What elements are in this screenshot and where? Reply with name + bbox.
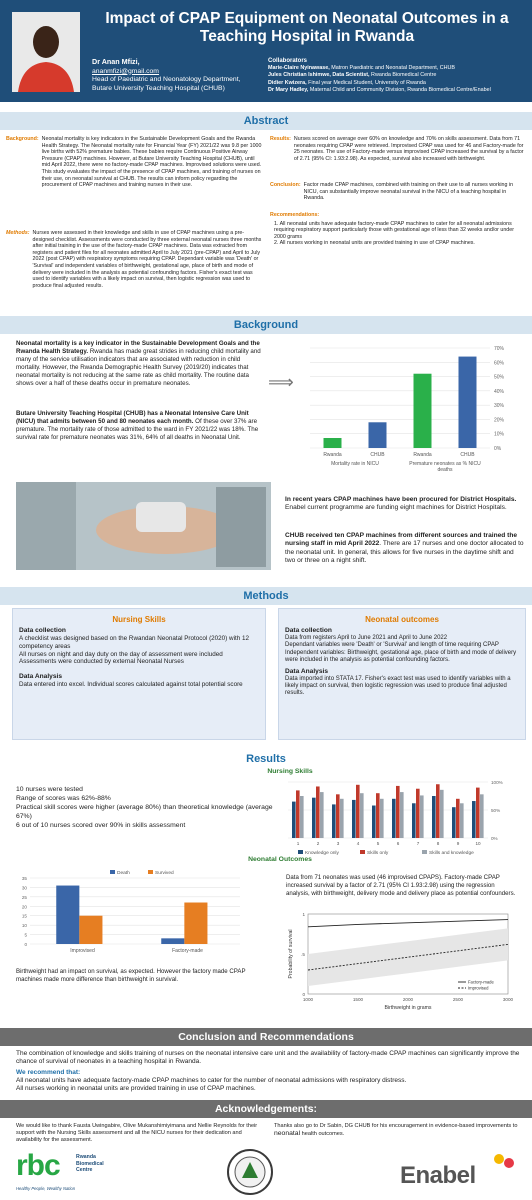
author-block (92, 58, 262, 93)
neonate-photo-image (16, 482, 271, 570)
bar (316, 786, 320, 838)
group-label: Premature neonates as % NICU deaths (409, 461, 481, 473)
abstract-recommendations (270, 212, 526, 247)
bar (396, 786, 400, 838)
x-tick-label: 10 (475, 841, 481, 846)
bar (79, 916, 102, 944)
x-tick-label: 3 (336, 841, 340, 846)
abstract-methods (6, 230, 264, 289)
rbc-logo-mark: rbc (16, 1149, 60, 1182)
bar (459, 357, 477, 448)
collaborator-item: Didier Kwizera, Final year Medical Student, University of Rwanda (268, 79, 426, 86)
collaborator-item: Dr Mary Hadley, Maternal Child and Community Division, Rwanda Biomedical Centre/Enabel (268, 86, 491, 93)
methods-nursing-da-title: Data Analysis (19, 673, 63, 681)
x-tick-label: 1000 (302, 997, 314, 1002)
x-tick-label: Rwanda (413, 452, 432, 458)
y-tick-label: 30 (21, 885, 27, 891)
author-photo (12, 12, 80, 92)
x-axis-label: Birthweight in grams (384, 1005, 432, 1011)
legend-label: Improvised (468, 985, 489, 991)
rbc-logo (16, 1150, 146, 1196)
bar (456, 799, 460, 838)
bar (312, 798, 316, 838)
y-tick-label: 50% (491, 808, 501, 813)
methods-nursing-dc-text: A checklist was designed based on the Rwandan Neonatal Protocol (2020) with 12 competency areas All nurses on night and day duty on the day of assessment were included Assessments were conducted by external Neonatal Nurses (19, 635, 249, 666)
conclusion-rec-item: All neonatal units have adequate factory-made CPAP machines to cater for the number of neonatal admissions with respiratory distress. (16, 1076, 407, 1084)
results-nursing-point: 10 nurses were tested (16, 786, 83, 793)
bar (332, 804, 336, 838)
rbc-logo-name: Rwanda Biomedical Centre (76, 1154, 104, 1173)
abstract-background-label: Background: (6, 136, 39, 142)
methods-neonatal-card (278, 608, 526, 740)
collaborators-title: Collaborators (268, 58, 308, 64)
bar (340, 799, 344, 838)
x-tick-label: 2000 (402, 997, 414, 1002)
x-tick-label: 1 (296, 841, 300, 846)
bar (472, 801, 476, 838)
legend-label: Skills only (367, 851, 389, 856)
y-tick-label: 20 (21, 904, 27, 910)
legend-swatch (148, 870, 153, 874)
bar (412, 803, 416, 838)
results-nursing-point: Range of scores was 62%-88% (16, 795, 111, 802)
methods-nursing-card (12, 608, 266, 740)
methods-neonatal-title: Neonatal outcomes (365, 615, 439, 624)
x-tick-label: 1500 (352, 997, 364, 1002)
y-tick-label: 0 (302, 992, 305, 997)
author-name: Dr Anan Mfizi, (92, 57, 140, 66)
x-tick-label: 8 (436, 841, 440, 846)
author-photo-image (12, 12, 80, 92)
poster-title: Impact of CPAP Equipment on Neonatal Outcomes in a Teaching Hospital in Rwanda (105, 10, 509, 45)
bar (436, 784, 440, 838)
birthweight-chart (286, 908, 520, 1016)
bar (360, 793, 364, 838)
collaborator-item: Marie-Claire Nyinawase, Matron Paediatric and Neonatal Department, CHUB (268, 65, 455, 72)
bar (376, 793, 380, 838)
collaborators-block (268, 58, 528, 94)
nursing-skills-chart (280, 778, 520, 860)
x-tick-label: CHUB (460, 452, 475, 458)
bar (356, 785, 360, 838)
abstract-recommendations-label: Recommendations: (270, 212, 320, 218)
bar (400, 792, 404, 838)
y-tick-label: 5 (24, 932, 27, 938)
methods-neonatal-da-title: Data Analysis (285, 667, 329, 675)
y-tick-label: 10% (494, 431, 505, 438)
ack-right-text: Thanks also go to Dr Sabin, DG CHUB for his encouragement in evidence-based improvements to neonatal health outcomes. (274, 1123, 518, 1137)
bar (372, 806, 376, 838)
legend-label: Knowledge only (305, 851, 339, 856)
y-tick-label: 35 (21, 876, 27, 881)
rbc-logo-tagline: Healthy People, Wealthy Nation (16, 1186, 76, 1191)
methods-nursing-dc-title: Data collection (19, 627, 66, 634)
x-tick-label: 6 (396, 841, 400, 846)
y-tick-label: 60% (494, 360, 505, 367)
neonatal-outcome-chart (16, 870, 246, 962)
conclusion-heading: Conclusion and Recommendations (0, 1028, 532, 1046)
methods-nursing-title: Nursing Skills (112, 615, 166, 624)
y-tick-label: 25 (21, 894, 27, 900)
methods-nursing-da-text: Data entered into excel. Individual scores calculated against total potential score (19, 681, 243, 689)
y-tick-label: 1 (302, 912, 305, 917)
y-tick-label: .5 (301, 952, 305, 957)
x-tick-label: Factory-made (172, 948, 203, 954)
x-tick-label: 2500 (452, 997, 464, 1002)
background-paragraph-1: Neonatal mortality is a key indicator in the Sustainable Development Goals and the Rwanda Health Strategy. Rwanda has made great strides in reducing child mortality and many of the service utilisation indicators that are associated with reduction in child mortality. However, the Rwanda Demographic Health Survey (2019/20) indicates that neonatal mortality is not reducing at the same rate as child mortality. The routine data shows over a half of these deaths occur in premature neonates. (16, 340, 261, 387)
results-heading: Results (0, 750, 532, 768)
bar (56, 886, 79, 944)
abstract-rec-item: 2. All nurses working in neonatal units are provided training in use of CPAP machines. (274, 240, 475, 247)
methods-neonatal-dc-text: Data from registers April to June 2021 and April to June 2022 Dependant variables were 'Death' or 'Survival' and length of time requiring CPAP Independent variables: Birthweight, gestational age, place of birth and mode of delivery were included in the analysis as potential confounding factors. (285, 635, 517, 664)
legend-label: Survived (155, 871, 174, 876)
methods-neonatal-dc-title: Data collection (285, 627, 332, 634)
x-tick-label: 9 (456, 841, 460, 846)
background-paragraph-3: In recent years CPAP machines have been procured for District Hospitals. Enabel current programme are funding eight machines for District Hospitals. (285, 496, 517, 512)
results-nursing-point: Practical skill scores were higher (average 80%) than theoretical knowledge (average 67%) (16, 804, 273, 820)
bar (416, 789, 420, 838)
results-nursing-title: Nursing Skills (267, 768, 313, 775)
background-paragraph-2: Butare University Teaching Hospital (CHUB) has a Neonatal Intensive Care Unit (NICU) that admits between 50 and 80 neonates each month. Of these over 37% are premature. The mortality rate of those admitted to the ward in FY 2021/22 was 18%. The survival rate for premature neonates was 31%, 64% of all deaths in Neonatal Unit. (16, 410, 259, 441)
bar (324, 438, 342, 448)
abstract-heading: Abstract (0, 112, 532, 130)
chub-seal (226, 1148, 274, 1196)
background-heading: Background (0, 316, 532, 334)
results-nursing-point: 6 out of 10 nurses scored over 90% in skills assessment (16, 822, 186, 829)
x-tick-label: Rwanda (323, 452, 342, 458)
x-tick-label: 2 (316, 841, 320, 846)
y-tick-label: 0% (494, 446, 502, 452)
x-tick-label: 5 (376, 841, 380, 846)
legend-label: Factory-made (468, 979, 494, 985)
enabel-logo-text: Enabel (400, 1162, 476, 1189)
abstract-conclusion-text: Factor made CPAP machines, combined with training on their use to all nurses working in NICU, can substantially improve neonatal survival in the NICU of a teaching hospital in Rwanda. (303, 182, 514, 202)
collaborator-item: Jules Christian Ishimwe, Data Scientist, Rwanda Biomedical Centre (268, 72, 437, 79)
y-tick-label: 15 (21, 913, 27, 919)
y-tick-label: 70% (494, 346, 505, 352)
legend-label: Death (117, 871, 130, 876)
methods-heading: Methods (0, 587, 532, 605)
y-tick-label: 0 (24, 942, 27, 947)
bar (452, 807, 456, 838)
results-neonatal-title: Neonatal Outcomes (248, 856, 312, 863)
bar (414, 374, 432, 448)
bar (320, 792, 324, 838)
bar (336, 794, 340, 838)
x-tick-label: 3000 (502, 997, 514, 1002)
neonate-photo (16, 482, 271, 570)
x-tick-label: 4 (356, 841, 360, 846)
bar (432, 796, 436, 838)
group-label: Mortality rate in NICU (331, 461, 379, 467)
legend-swatch (110, 870, 115, 874)
bar (300, 796, 304, 838)
background-chart (300, 340, 520, 480)
bar (292, 802, 296, 838)
y-tick-label: 20% (494, 417, 505, 424)
legend-swatch (298, 850, 303, 854)
bar (440, 790, 444, 838)
legend-label: Skills and knowledge (429, 851, 474, 856)
abstract-results-text: Nurses scored on average over 60% on knowledge and 70% on skills assessment. Data from 71 neonates requiring CPAP were retrieved. Improvised CPAP was used for 46 and Factory-made for 25 neonates. The use of Factory-made versus improvised CPAP increased the survival by a factor of 2.71 (95% CI: 1.93:2.98). As expected, survival also increased with birthweight. (293, 136, 524, 162)
conclusion-rec-title: We recommend that: (16, 1068, 81, 1076)
y-tick-label: 100% (491, 780, 503, 785)
bar (296, 790, 300, 838)
chub-seal-image (226, 1148, 274, 1196)
author-email[interactable]: ananmfizi@gmail.com (92, 67, 159, 75)
abstract-conclusion-label: Conclusion: (270, 182, 301, 188)
bar (369, 422, 387, 448)
abstract-rec-item: 1. All neonatal units have adequate factory-made CPAP machines to cater for all neonatal admissions requiring respiratory support particularly those with gestational age of less than 32 weeks and/or under 2000 grams (274, 220, 514, 240)
bar (161, 938, 184, 944)
abstract-background (6, 136, 264, 189)
bar (380, 799, 384, 838)
ack-heading: Acknowledgements: (0, 1100, 532, 1118)
bar (460, 803, 464, 838)
x-tick-label: 7 (416, 841, 420, 846)
conclusion-text: The combination of knowledge and skills training of nurses on the neonatal intensive care unit and the availability of factory-made CPAP machines can significantly improve the chance of survival of neonates in a teaching hospital in Rwanda. (16, 1050, 520, 1066)
conclusion-block (16, 1050, 521, 1093)
x-tick-label: CHUB (370, 452, 385, 458)
y-tick-label: 30% (494, 403, 505, 410)
abstract-methods-label: Methods: (6, 230, 30, 236)
bar (480, 794, 484, 838)
y-tick-label: 0% (491, 836, 498, 841)
y-tick-label: 50% (494, 374, 505, 381)
abstract-results-label: Results: (270, 136, 291, 142)
abstract-background-text: Neonatal mortality is key indicators in the Sustainable Development Goals and the Rwanda Health Strategy. The Neonatal mortality rate for Financial Year (FY) 2021/22 was 9.8 per 1000 live births with 52% premature babies. These babies require Continuous Positive Airway Pressure (CPAP) machines. However, at Butare University Teaching Hospital (CHUB), until mid April 2022, there were no factory-made CPAP machines. Improvised solutions were used. This study evaluates the impact of the presence of CPAP machines, and training of nurses on their use, on neonatal survival at CHUB. The results can inform policy regarding the procurement of CPAP machines and training nurses in their use. (41, 136, 262, 189)
enabel-logo (400, 1150, 520, 1194)
bar (352, 800, 356, 838)
y-tick-label: 10 (21, 923, 27, 929)
right-arrow-icon: ⟹ (268, 372, 294, 392)
background-paragraph-4: CHUB received ten CPAP machines from different sources and trained the nursing staff in mid April 2022. There are 17 nurses and one doctor allocated to the neonatal unit. In general, this allows for five nurses in the daytime shift and two or three on a night shift. (285, 532, 524, 565)
bar (476, 788, 480, 838)
y-axis-label: Probability of survival (288, 929, 294, 979)
x-tick-label: Improvised (70, 948, 95, 954)
enabel-logo-mark (492, 1152, 516, 1172)
bar (184, 903, 207, 944)
conclusion-rec-item: All nurses working in neonatal units are provided training in use of CPAP machines. (16, 1085, 256, 1093)
results-birthweight-text: Birthweight had an impact on survival, as expected. However the factory made CPAP machines made more difference than birthweight in survival. (16, 968, 246, 983)
poster-header (0, 0, 532, 102)
methods-neonatal-da-text: Data imported into STATA 17. Fisher's exact test was used to identify variables with a likely impact on survival, then logistic regression was used to produce final adjusted results. (285, 675, 511, 697)
abstract-conclusion (270, 182, 526, 202)
y-tick-label: 40% (494, 388, 505, 395)
abstract-results (270, 136, 526, 162)
results-neonatal-text: Data from 71 neonates was used (46 improvised CPAPS). Factory-made CPAP increased survival by a factor of 2.71 (95% CI 1.93:2.98) using the regression analysis, with birthweight, delivery mode and delivery place as potential confounders. (286, 874, 516, 897)
author-role: Head of Paediatric and Neonatology Department, Butare University Teaching Hospital (CHUB) (92, 76, 241, 92)
bar (420, 795, 424, 838)
bar (392, 799, 396, 838)
legend-swatch (422, 850, 427, 854)
abstract-methods-text: Nurses were assessed in their knowledge and skills in use of CPAP machines using a pre-designed checklist. Assessments were conducted by three external neonatal nurses three months after initial training in the use of the factory-made CPAP machines. Data was extracted from registers and patient files for all neonates admitted April to July 2021 (pre-CPAP) and April to July 2022 (post CPAP) with respiratory symptoms requiring CPAP. Dependant variable was 'Death' or 'Survival' and independent variables of birthweight, gestational age, place of birth and mode of delivery were included in the analysis as potential confounding factors. Fisher's exact test was used to identify variables with a likely impact on survival, then logistic regression was used to produce final adjusted results. (32, 230, 262, 289)
ack-left-text: We would like to thank Fausta Uwingabire, Olive Mukanshimiyimana and Nellie Reynolds for their support with the Nursing Skills assessment and all the NICU nurses for their dedication and availability for the assessment. (16, 1123, 258, 1143)
results-nursing-points (16, 785, 276, 830)
legend-swatch (360, 850, 365, 854)
